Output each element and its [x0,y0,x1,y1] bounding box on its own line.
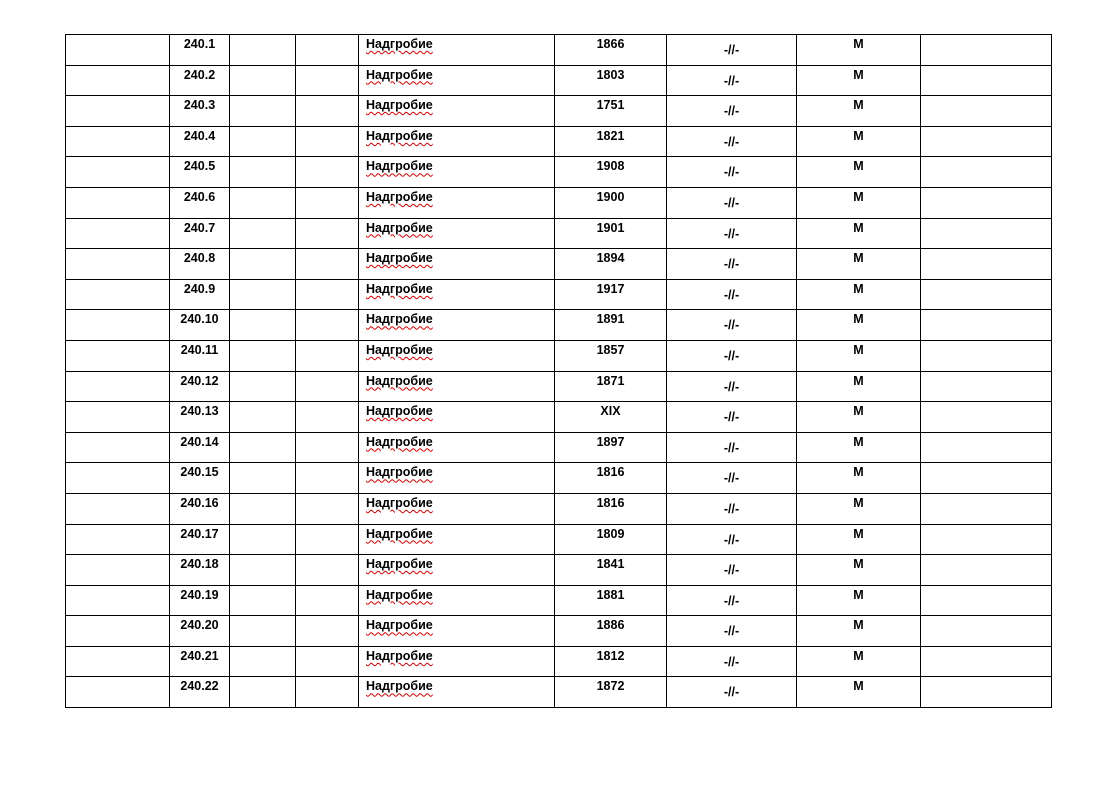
table-row [66,187,1052,218]
year-cell: 1908 [555,157,667,188]
empty-cell [66,279,170,310]
item-number-cell: 240.13 [170,402,230,433]
empty-cell [921,524,1052,555]
year-cell: 1894 [555,249,667,280]
category-cell: М [797,187,921,218]
empty-cell [230,463,296,494]
item-number-cell: 240.20 [170,616,230,647]
empty-cell [921,463,1052,494]
category-cell: М [797,65,921,96]
empty-cell [66,585,170,616]
item-number-cell: 240.10 [170,310,230,341]
empty-cell [230,616,296,647]
ditto-cell: -//- [667,677,797,708]
object-name-text: Надгробие [366,373,433,388]
ditto-cell: -//- [667,371,797,402]
object-name-text: Надгробие [366,189,433,204]
empty-cell [230,585,296,616]
item-number-cell: 240.17 [170,524,230,555]
item-number-cell: 240.3 [170,96,230,127]
object-name-cell [359,677,555,708]
empty-cell [296,218,359,249]
ditto-cell: -//- [667,218,797,249]
empty-cell [66,402,170,433]
item-number-cell: 240.19 [170,585,230,616]
table-row [66,126,1052,157]
item-number-cell: 240.2 [170,65,230,96]
table-row [66,493,1052,524]
empty-cell [921,677,1052,708]
empty-cell [296,555,359,586]
item-number-cell: 240.6 [170,187,230,218]
category-cell: М [797,493,921,524]
category-cell: М [797,463,921,494]
empty-cell [296,524,359,555]
year-cell: 1871 [555,371,667,402]
object-name-cell [359,524,555,555]
year-cell: 1816 [555,463,667,494]
empty-cell [230,218,296,249]
year-cell: 1857 [555,340,667,371]
table-row [66,279,1052,310]
ditto-cell: -//- [667,646,797,677]
year-cell: 1803 [555,65,667,96]
empty-cell [230,35,296,66]
item-number-cell: 240.12 [170,371,230,402]
table-row [66,310,1052,341]
empty-cell [296,310,359,341]
category-cell: М [797,157,921,188]
empty-cell [921,249,1052,280]
empty-cell [921,432,1052,463]
empty-cell [66,493,170,524]
empty-cell [66,126,170,157]
year-cell: 1866 [555,35,667,66]
empty-cell [296,371,359,402]
ditto-cell: -//- [667,432,797,463]
empty-cell [296,65,359,96]
object-name-cell [359,126,555,157]
empty-cell [921,65,1052,96]
empty-cell [66,677,170,708]
empty-cell [230,402,296,433]
year-cell: 1816 [555,493,667,524]
object-name-cell [359,646,555,677]
category-cell: М [797,310,921,341]
ditto-cell: -//- [667,65,797,96]
empty-cell [66,432,170,463]
empty-cell [230,96,296,127]
empty-cell [921,585,1052,616]
ditto-cell: -//- [667,616,797,647]
ditto-cell: -//- [667,493,797,524]
year-cell: 1821 [555,126,667,157]
item-number-cell: 240.4 [170,126,230,157]
object-name-cell [359,340,555,371]
empty-cell [66,249,170,280]
table-row [66,585,1052,616]
empty-cell [230,677,296,708]
category-cell: М [797,677,921,708]
object-name-text: Надгробие [366,465,433,480]
empty-cell [230,371,296,402]
ditto-cell: -//- [667,279,797,310]
category-cell: М [797,585,921,616]
empty-cell [66,616,170,647]
empty-cell [66,646,170,677]
empty-cell [296,187,359,218]
empty-cell [230,249,296,280]
table-row [66,677,1052,708]
category-cell: М [797,371,921,402]
empty-cell [296,463,359,494]
ditto-cell: -//- [667,187,797,218]
table-row [66,646,1052,677]
empty-cell [921,218,1052,249]
table-row [66,65,1052,96]
item-number-cell: 240.8 [170,249,230,280]
item-number-cell: 240.11 [170,340,230,371]
year-cell: 1886 [555,616,667,647]
ditto-cell: -//- [667,555,797,586]
empty-cell [230,157,296,188]
empty-cell [921,187,1052,218]
category-cell: М [797,646,921,677]
empty-cell [296,616,359,647]
category-cell: М [797,340,921,371]
empty-cell [66,340,170,371]
empty-cell [230,126,296,157]
table-row [66,157,1052,188]
object-name-text: Надгробие [366,495,433,510]
object-name-text: Надгробие [366,618,433,633]
item-number-cell: 240.7 [170,218,230,249]
item-number-cell: 240.5 [170,157,230,188]
table-row [66,218,1052,249]
table-row [66,524,1052,555]
empty-cell [296,249,359,280]
category-cell: М [797,402,921,433]
empty-cell [921,340,1052,371]
empty-cell [296,646,359,677]
table-row [66,463,1052,494]
ditto-cell: -//- [667,402,797,433]
empty-cell [66,524,170,555]
year-cell: 1891 [555,310,667,341]
category-cell: М [797,218,921,249]
object-name-cell [359,279,555,310]
ditto-cell: -//- [667,340,797,371]
object-name-text: Надгробие [366,159,433,174]
empty-cell [66,157,170,188]
empty-cell [296,493,359,524]
table-row [66,249,1052,280]
category-cell: М [797,555,921,586]
category-cell: М [797,432,921,463]
ditto-cell: -//- [667,126,797,157]
empty-cell [66,35,170,66]
item-number-cell: 240.1 [170,35,230,66]
ditto-cell: -//- [667,463,797,494]
object-name-text: Надгробие [366,342,433,357]
year-cell: 1809 [555,524,667,555]
object-name-cell [359,187,555,218]
category-cell: М [797,249,921,280]
empty-cell [921,279,1052,310]
empty-cell [921,402,1052,433]
object-name-cell [359,585,555,616]
category-cell: М [797,616,921,647]
category-cell: М [797,279,921,310]
empty-cell [296,279,359,310]
object-name-cell [359,402,555,433]
monuments-table [65,34,1052,708]
empty-cell [296,402,359,433]
empty-cell [296,340,359,371]
table-row [66,340,1052,371]
table-body [66,35,1052,708]
object-name-text: Надгробие [366,679,433,694]
year-cell: 1901 [555,218,667,249]
object-name-cell [359,371,555,402]
category-cell: М [797,126,921,157]
empty-cell [921,35,1052,66]
empty-cell [230,555,296,586]
table-row [66,371,1052,402]
object-name-cell [359,96,555,127]
year-cell: 1917 [555,279,667,310]
empty-cell [230,493,296,524]
empty-cell [230,340,296,371]
table-row [66,616,1052,647]
table-row [66,555,1052,586]
empty-cell [296,96,359,127]
empty-cell [230,524,296,555]
object-name-text: Надгробие [366,526,433,541]
object-name-cell [359,35,555,66]
empty-cell [921,646,1052,677]
empty-cell [66,463,170,494]
empty-cell [66,187,170,218]
item-number-cell: 240.16 [170,493,230,524]
empty-cell [296,432,359,463]
object-name-cell [359,616,555,647]
object-name-text: Надгробие [366,557,433,572]
object-name-cell [359,493,555,524]
object-name-cell [359,249,555,280]
year-cell: 1900 [555,187,667,218]
object-name-text: Надгробие [366,281,433,296]
empty-cell [66,310,170,341]
item-number-cell: 240.9 [170,279,230,310]
category-cell: М [797,35,921,66]
table-row [66,402,1052,433]
empty-cell [296,126,359,157]
empty-cell [921,555,1052,586]
item-number-cell: 240.15 [170,463,230,494]
year-cell: 1751 [555,96,667,127]
year-cell: 1881 [555,585,667,616]
object-name-cell [359,218,555,249]
category-cell: М [797,524,921,555]
table-row [66,96,1052,127]
ditto-cell: -//- [667,35,797,66]
ditto-cell: -//- [667,524,797,555]
item-number-cell: 240.21 [170,646,230,677]
empty-cell [66,555,170,586]
object-name-text: Надгробие [366,37,433,51]
empty-cell [230,646,296,677]
object-name-text: Надгробие [366,67,433,82]
year-cell: 1872 [555,677,667,708]
object-name-cell [359,432,555,463]
year-cell: XIX [555,402,667,433]
category-cell: М [797,96,921,127]
table-row [66,35,1052,66]
empty-cell [296,677,359,708]
empty-cell [296,585,359,616]
empty-cell [66,218,170,249]
year-cell: 1812 [555,646,667,677]
empty-cell [230,279,296,310]
object-name-text: Надгробие [366,404,433,419]
object-name-text: Надгробие [366,98,433,113]
item-number-cell: 240.18 [170,555,230,586]
object-name-text: Надгробие [366,312,433,327]
empty-cell [230,432,296,463]
ditto-cell: -//- [667,585,797,616]
object-name-cell [359,65,555,96]
ditto-cell: -//- [667,249,797,280]
object-name-text: Надгробие [366,648,433,663]
empty-cell [296,157,359,188]
empty-cell [921,157,1052,188]
object-name-text: Надгробие [366,128,433,143]
object-name-text: Надгробие [366,251,433,266]
table-row [66,432,1052,463]
empty-cell [230,187,296,218]
ditto-cell: -//- [667,96,797,127]
object-name-text: Надгробие [366,220,433,235]
empty-cell [921,371,1052,402]
object-name-text: Надгробие [366,587,433,602]
year-cell: 1841 [555,555,667,586]
empty-cell [921,616,1052,647]
empty-cell [296,35,359,66]
item-number-cell: 240.22 [170,677,230,708]
empty-cell [230,310,296,341]
empty-cell [66,371,170,402]
empty-cell [921,126,1052,157]
object-name-text: Надгробие [366,434,433,449]
ditto-cell: -//- [667,157,797,188]
object-name-cell [359,555,555,586]
empty-cell [66,96,170,127]
empty-cell [921,96,1052,127]
year-cell: 1897 [555,432,667,463]
ditto-cell: -//- [667,310,797,341]
item-number-cell: 240.14 [170,432,230,463]
empty-cell [921,310,1052,341]
empty-cell [921,493,1052,524]
object-name-cell [359,463,555,494]
empty-cell [66,65,170,96]
object-name-cell [359,310,555,341]
empty-cell [230,65,296,96]
object-name-cell [359,157,555,188]
